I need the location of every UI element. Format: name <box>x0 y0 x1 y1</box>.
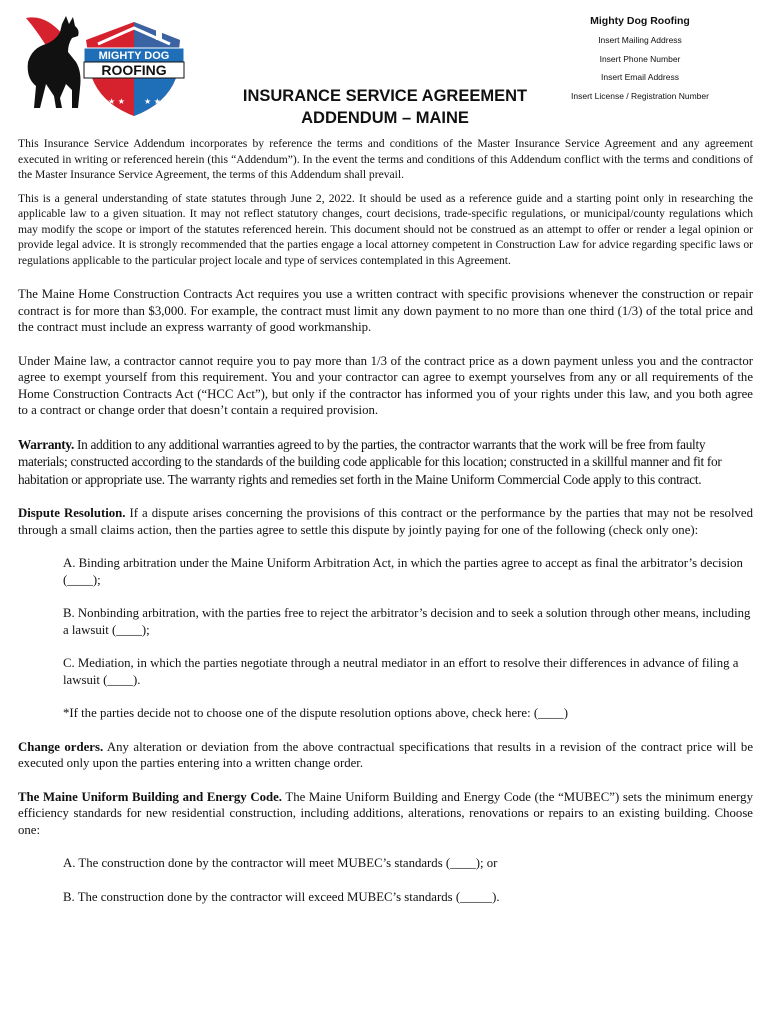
svg-text:★ ★: ★ ★ <box>108 97 125 106</box>
dispute-text: If a dispute arises concerning the provisions of this contract or the performance by the parties that may not be resolved through a small claims action, then the parties agree to settle this dispute by jointly paying for one of the following (check only one): <box>18 506 753 537</box>
mailing-address: Insert Mailing Address <box>598 35 682 45</box>
dispute-option-c[interactable]: C. Mediation, in which the parties negotiate through a neutral mediator in an effort to resolve their differences in advance of filing a lawsuit (____). <box>63 656 739 687</box>
mubec-paragraph <box>18 789 753 839</box>
mubec-text: The Maine Uniform Building and Energy Code (the “MUBEC”) sets the minimum energy efficiency standards for new residential construction, including additions, alterations, renovations or repairs to an existing building. Choose one: <box>18 789 753 837</box>
company-info <box>550 15 730 109</box>
document-body <box>18 136 753 922</box>
title-line-1: INSURANCE SERVICE AGREEMENT <box>242 87 528 105</box>
mubec-option-a[interactable]: A. The construction done by the contractor will meet MUBEC’s standards (____); or <box>63 856 498 870</box>
title-line-2: ADDENDUM – MAINE <box>301 109 469 127</box>
disclaimer-paragraph: This is a general understanding of state statutes through June 2, 2022. It should be used as a reference guide and a starting point only in researching the applicable law to a given situation. It may not reflect statutory changes, court decisions, trade-specific regulations, or municipal/county regulations which may modify the scope or import of the statutes referenced herein. This document should not be construed as an attempt to offer or render a legal opinion or provide legal advice. It is strongly recommended that the parties engage a local attorney competent in Construction Law for advice regarding specific laws or regulations applicable to the particular project locale and type of services contemplated in this Agreement. <box>18 191 753 267</box>
warranty-paragraph <box>18 436 753 489</box>
change-orders-paragraph <box>18 739 753 772</box>
down-payment-paragraph: Under Maine law, a contractor cannot require you to pay more than 1/3 of the contract price as a down payment unless you and the contractor agree to exempt yourself from this requirement. You and your contractor can agree to exempt yourselves from any or all requirements of the Home Construction Contracts Act (“HCC Act”), but only if the contractor has informed you of your rights under this law, and you both agree to a contract or change order that doesn’t contain a required provision. <box>18 353 753 417</box>
logo-text-bottom: ROOFING <box>101 62 167 78</box>
warranty-heading: Warranty. <box>18 436 75 452</box>
document-title <box>205 85 565 129</box>
svg-text:★ ★: ★ ★ <box>144 97 161 106</box>
license-number: Insert License / Registration Number <box>571 90 709 101</box>
mubec-option-b[interactable]: B. The construction done by the contractor will exceed MUBEC’s standards (_____). <box>63 889 500 904</box>
mighty-dog-roofing-logo <box>16 12 186 120</box>
warranty-text: In addition to any additional warranties agreed to by the parties, the contractor warrants that the work will be free from faulty materials; constructed according to the standards of the building code applicable for this location; constructed in a skillful manner and fit for habitation or appropriate use. The warranty rights and remedies set forth in the Maine Uniform Commercial Code apply to this contract. <box>18 436 722 487</box>
dispute-paragraph <box>18 505 753 538</box>
dispute-option-a[interactable]: A. Binding arbitration under the Maine Uniform Arbitration Act, in which the parties agree to accept as final the arbitrator’s decision (____); <box>63 556 743 587</box>
dispute-opt-out[interactable]: *If the parties decide not to choose one of the dispute resolution options above, check here: (____) <box>63 706 568 720</box>
company-name: Mighty Dog Roofing <box>590 15 690 27</box>
company-logo <box>16 12 186 120</box>
dispute-option-b[interactable]: B. Nonbinding arbitration, with the parties free to reject the arbitrator’s decision and to seek a solution through other means, including a lawsuit (____); <box>63 606 751 637</box>
hcc-act-paragraph: The Maine Home Construction Contracts Act requires you use a written contract with specific provisions whenever the construction or repair contract is for more than $3,000. For example, the contract must limit any down payment to no more than one third (1/3) of the total price and the contract must include an express warranty of good workmanship. <box>18 287 753 334</box>
phone-number: Insert Phone Number <box>599 53 681 64</box>
email-address: Insert Email Address <box>601 72 679 82</box>
logo-text-top: MIGHTY DOG <box>98 50 170 62</box>
dispute-heading: Dispute Resolution. <box>18 506 126 520</box>
change-orders-heading: Change orders. <box>18 739 104 754</box>
intro-paragraph: This Insurance Service Addendum incorporates by reference the terms and conditions of the Master Insurance Service Agreement and any agreement executed in writing or referenced herein (this “Addendum”). In the event the terms and conditions of this Addendum conflict with the terms and conditions of the Master Insurance Service Agreement, the terms of this Addendum shall prevail. <box>18 137 753 181</box>
mubec-heading: The Maine Uniform Building and Energy Code. <box>18 789 282 804</box>
change-orders-text: Any alteration or deviation from the above contractual specifications that results in a revision of the contract price will be executed only upon the parties entering into a written change order. <box>18 739 753 770</box>
